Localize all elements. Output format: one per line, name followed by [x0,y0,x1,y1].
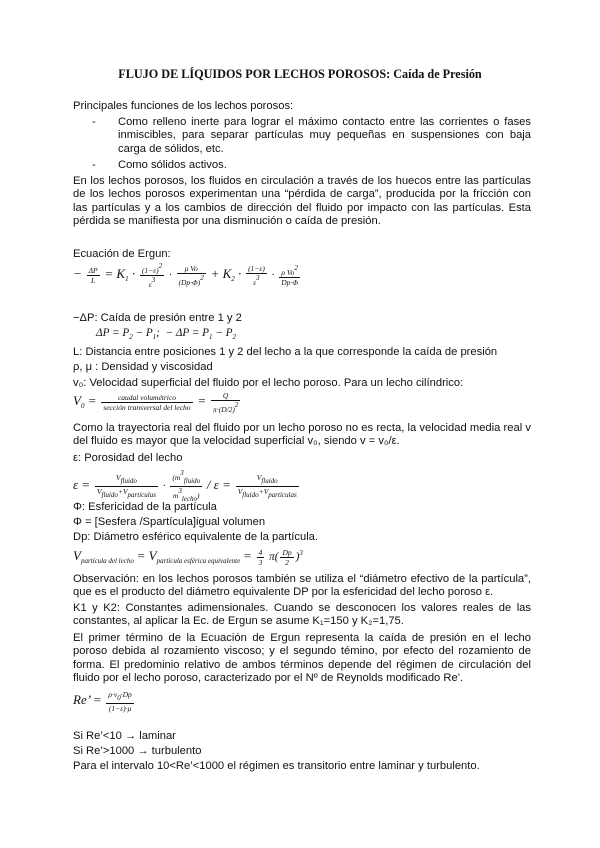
sphericity-formula: Φ = [Sesfera /Spartícula]igual volumen [73,516,266,528]
density-viscosity-definition: ρ, μ : Densidad y viscosidad [73,361,213,373]
constants-definition: K1 y K2: Constantes adimensionales. Cuando se desconocen los valores reales de las constantes, al aplicar la Ec. de Ergun se asume K₁=150 y K₂=1,75. [73,602,531,628]
superficial-velocity-formula: $V_0$ = $\frac{\text{caudal volumétrico}}{\text{sección transversal del lecho}}$ = $\frac{Q}{\pi\cdot(D/2)2}$ [73,391,239,414]
superficial-velocity-definition: v₀: Velocidad superficial del fluido por el lecho poroso. Para un lecho cilíndrico: [73,377,464,389]
bullet-marker: - [92,116,96,128]
reynolds-formula: Re’ = $\frac{\rho\cdot v0\cdot Dp}{(1-\varepsilon)\cdot\mu}$ [73,690,132,713]
particle-volume-formula: $V_{partícula del lecho} = V_{partícula esférica equivalente}$ = $\frac{4}{3}$ π( $\frac{Dp}{2}$ )$^3$ [73,547,303,567]
intro-text: Principales funciones de los lechos porosos: [73,100,294,112]
sphericity-definition: Φ: Esfericidad de la partícula [73,501,217,513]
page-title: FLUJO DE LÍQUIDOS POR LECHOS POROSOS: Caída de Presión [118,67,482,81]
observation-text: Observación: en los lechos porosos también se utiliza el “diámetro efectivo de la partícula”, que es el producto del diámetro equivalente DP por la esfericidad del lecho poroso ε. [73,573,531,599]
diameter-definition: Dp: Diámetro esférico equivalente de la partícula. [73,531,319,543]
pressure-drop-definition: −ΔP: Caída de presión entre 1 y 2 [73,312,242,324]
bullet-item-1: Como relleno inerte para lograr el máximo contacto entre las corrientes o fases inmiscibles, para separar partículas muy pequeñas en suspensiones con baja carga de sólidos, etc. [118,116,531,155]
reynolds-transition: Para el intervalo 10<Re’<1000 el régimen es transitorio entre laminar y turbulento. [73,760,480,772]
length-definition: L: Distancia entre posiciones 1 y 2 del lecho a la que corresponde la caída de presión [73,346,498,358]
v0-numerator: caudal volumétrico [101,393,192,403]
pressure-drop-formula: $\Delta P = P_2 - P_1$; − $\Delta P = P_1 - P_2$ [96,327,236,341]
paragraph-ergun-terms: El primer término de la Ecuación de Ergun representa la caída de presión en el lecho poroso debida al rozamiento viscoso; y el segundo témino, por efecto del rozamiento de forma. El predominio relativo de ambos términos depende del régimen de circulación del fluido por el lecho poroso, caracterizado por el Nº de Reynolds modificado Re’. [73,632,531,685]
porosity-definition: ε: Porosidad del lecho [73,452,183,464]
reynolds-laminar: Si Re’<10 → laminar [73,730,176,742]
ergun-equation: − $\frac{\Delta P}{L}$ = $K_1$ · $\frac{(1-\varepsilon)2}{\varepsilon 3}$ · $\frac{\text{μ Vo}}{(Dp\cdot\Phi)2}$ + $K_2$ · $\frac{(1-\varepsilon)}{\varepsilon 3}$ · $\frac{\text{ρ Vo2}}{Dp\cdot\Phi}$ [73,262,298,289]
ergun-heading: Ecuación de Ergun: [73,248,171,260]
paragraph-losses: En los lechos porosos, los fluidos en circulación a través de los huecos entre las partículas de los lechos porosos experimentan una “pérdida de carga”, producida por la fricción con las partículas y a los cambios de dirección del fluido por impacto con las partículas. Esta pérdida se manifiesta por una disminución o caída de presión. [73,175,531,228]
porosity-formula: ε = $\frac{\text{Vfluido}}{\text{Vfluido+Vpartículas}}$ · $\frac{\text{(m3fluido}}{\text{m3lecho)}}$ / ε = $\frac{\text{Vfluido}}{\text{Vfluido+Vpartículas}}$ [73,469,297,503]
reynolds-turbulent: Si Re’>1000 → turbulento [73,745,202,757]
bullet-marker: - [92,159,96,171]
paragraph-real-velocity: Como la trayectoria real del fluido por un lecho poroso no es recta, la velocidad media real v del fluido es mayor que la velocidad superficial v₀, siendo v = v₀/ε. [73,422,531,448]
v0-denominator: sección transversal del lecho [103,403,191,412]
bullet-item-2: Como sólidos activos. [118,159,227,171]
